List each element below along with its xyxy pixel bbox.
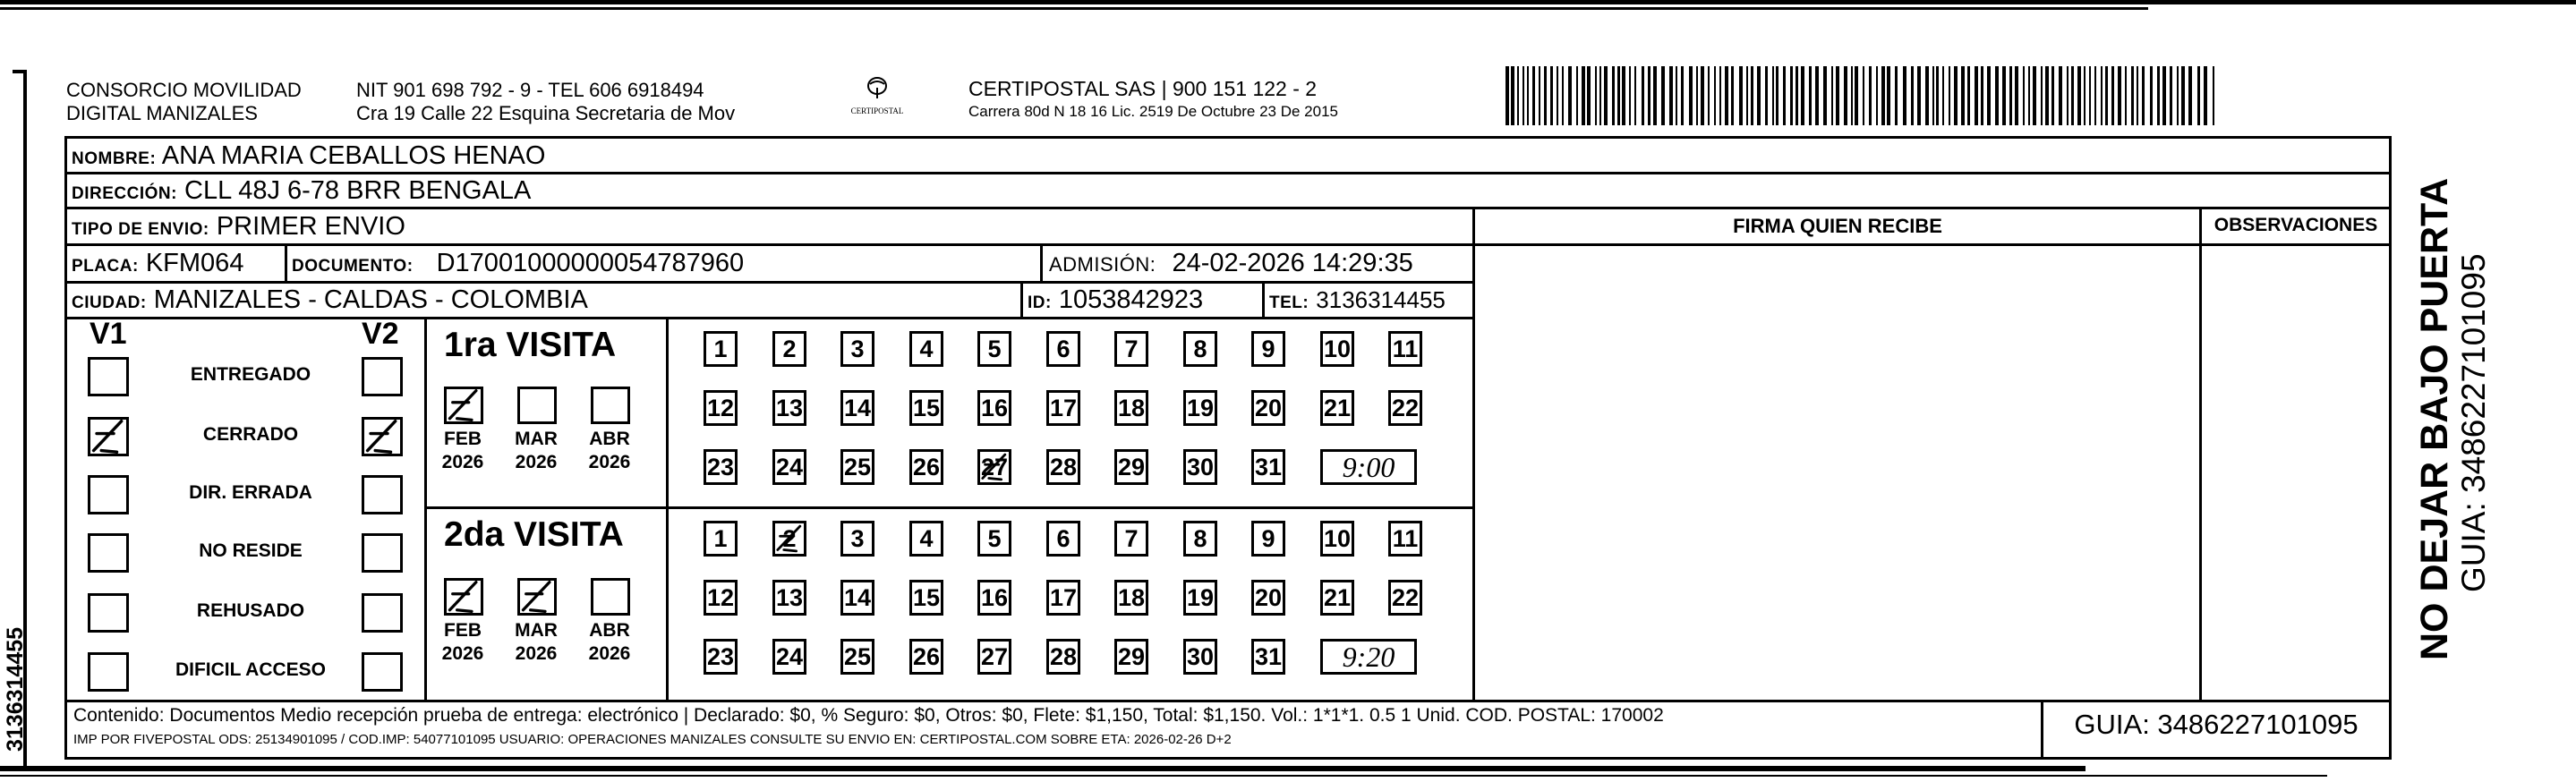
status-label: CERRADO (202, 424, 299, 445)
day-box[interactable]: 18 (1114, 390, 1148, 426)
barcode-bar (1708, 66, 1710, 125)
barcode-bar (1617, 66, 1620, 125)
barcode-bar (1576, 66, 1578, 125)
barcode-bar (1772, 66, 1774, 125)
barcode-bar (1587, 66, 1591, 125)
barcode-bar (2045, 66, 2049, 125)
barcode-bar (2142, 66, 2145, 125)
barcode-bar (2059, 66, 2062, 125)
day-box[interactable]: 19 (1183, 580, 1217, 616)
month-year: 2026 (588, 643, 631, 664)
month-name: MAR (515, 620, 558, 641)
day-box[interactable]: 7 (1114, 521, 1148, 557)
barcode-bar (1967, 66, 1970, 125)
barcode-bar (1696, 66, 1698, 125)
admision-label: ADMISIÓN: (1049, 253, 1156, 276)
day-box[interactable]: 24 (772, 449, 806, 485)
placa-label: PLACA: (72, 257, 139, 276)
status-divider (424, 317, 427, 701)
barcode-bar (1995, 66, 1999, 125)
barcode-bar (1881, 66, 1885, 125)
barcode-bar (1954, 66, 1958, 125)
day-box[interactable]: 2 (772, 521, 806, 557)
nombre-label: NOMBRE: (72, 149, 157, 168)
day-box[interactable]: 4 (909, 521, 943, 557)
day-box[interactable]: 26 (909, 639, 943, 675)
barcode-bar (1595, 66, 1597, 125)
barcode-bar (2094, 66, 2096, 125)
v1-checkbox[interactable] (88, 593, 129, 633)
day-box[interactable]: 30 (1183, 449, 1217, 485)
barcode-bar (1887, 66, 1890, 125)
month-label (505, 428, 567, 474)
barcode-bar (1942, 66, 1944, 125)
barcode-bar (1895, 66, 1898, 125)
v1-checkbox[interactable] (88, 357, 129, 396)
barcode-bar (1836, 66, 1839, 125)
barcode-bar (1932, 66, 1934, 125)
placa-value: KFM064 (145, 249, 244, 277)
barcode-bar (1765, 66, 1768, 125)
carrier-logo-icon (859, 75, 895, 102)
barcode-bar (2213, 66, 2214, 125)
tipo-row (72, 211, 405, 245)
carrier-logo (850, 75, 904, 125)
barcode-bar (1863, 66, 1864, 125)
barcode-bar (1809, 66, 1812, 125)
month-name: ABR (589, 620, 630, 641)
top-rule-short (0, 7, 2148, 10)
visit2-title: 2da VISITA (444, 515, 624, 554)
barcode-bar (1949, 66, 1950, 125)
month-label (431, 428, 494, 474)
visit-time-box[interactable]: 9:20 (1320, 639, 1417, 675)
v2-checkbox[interactable] (362, 357, 403, 396)
barcode-bar (1981, 66, 1983, 125)
day-box[interactable]: 11 (1388, 331, 1422, 367)
observaciones-area[interactable] (2202, 246, 2388, 700)
month-checkbox[interactable] (444, 387, 483, 424)
barcode-bar (2033, 66, 2036, 125)
ciudad-cell (72, 285, 588, 319)
barcode-bar (1539, 66, 1540, 125)
barcode-bar (1523, 66, 1524, 125)
visit-time-box[interactable]: 9:00 (1320, 449, 1417, 485)
day-box[interactable]: 31 (1251, 449, 1285, 485)
footer-contenido: Contenido: Documentos Medio recepción prueba de entrega: electrónico | Declarado: $0, % Seguro: $0, Otros: $0, Flete: $1,150, Total: $1,150. Vol.: 1*1*1. 0.5 1 Unid. COD. POSTAL: 170002 (73, 705, 1664, 726)
firma-quien-recibe-label: FIRMA QUIEN RECIBE (1733, 215, 1942, 237)
barcode-bar (1511, 66, 1514, 125)
v1-checkbox[interactable] (88, 533, 129, 573)
day-box[interactable]: 13 (772, 580, 806, 616)
left-phone-vertical: 3136314455 (3, 626, 28, 752)
barcode-bar (2101, 66, 2103, 125)
status-label: REHUSADO (196, 600, 305, 621)
direccion-label: DIRECCIÓN: (72, 184, 177, 203)
barcode-bar (1544, 66, 1547, 125)
side-guia: GUIA: 3486227101095 (2455, 253, 2492, 592)
barcode-bar (1987, 66, 1991, 125)
month-year: 2026 (441, 452, 484, 472)
tipo-label: TIPO DE ENVIO: (72, 220, 209, 239)
tel-divider (1262, 281, 1265, 319)
carrier-address: Carrera 80d N 18 16 Lic. 2519 De Octubre 23 De 2015 (968, 103, 1338, 120)
documento-value: D17001000000054787960 (436, 249, 745, 277)
day-box[interactable]: 20 (1251, 580, 1285, 616)
observaciones-label: OBSERVACIONES (2213, 215, 2378, 235)
address-line: Cra 19 Calle 22 Esquina Secretaria de Mov (356, 102, 736, 124)
barcode-bar (2041, 66, 2043, 125)
day-box[interactable]: 12 (704, 580, 738, 616)
documento-label: DOCUMENTO: (292, 257, 414, 276)
barcode (1506, 66, 2222, 127)
month-label (578, 428, 641, 474)
day-box[interactable]: 21 (1320, 580, 1354, 616)
barcode-bar (1714, 66, 1716, 125)
day-box[interactable]: 18 (1114, 580, 1148, 616)
day-box[interactable]: 1 (704, 521, 738, 557)
day-box[interactable]: 14 (840, 390, 874, 426)
status-label: DIFICIL ACCESO (175, 659, 326, 680)
barcode-bar (1719, 66, 1721, 125)
barcode-bar (2089, 66, 2091, 125)
handwritten-check-mark (775, 523, 804, 554)
day-box[interactable]: 19 (1183, 390, 1217, 426)
month-checkbox[interactable] (517, 578, 557, 616)
barcode-bar (1925, 66, 1929, 125)
barcode-bar (1851, 66, 1853, 125)
consortium-line2: DIGITAL MANIZALES (66, 102, 258, 124)
footer-imp: IMP POR FIVEPOSTAL ODS: 25134901095 / COD.IMP: 54077101095 USUARIO: OPERACIONES MANIZALES CONSULTE SU ENVIO EN: CERTIPOSTAL.COM SOBRE ETA: 2026-02-26 D+2 (73, 732, 1232, 747)
consortium-line1: CONSORCIO MOVILIDAD (66, 79, 302, 101)
day-box[interactable]: 28 (1046, 639, 1080, 675)
barcode-bar (1648, 66, 1651, 125)
day-box[interactable]: 3 (840, 331, 874, 367)
barcode-bar (2177, 66, 2179, 125)
barcode-bar (2071, 66, 2074, 125)
month-year: 2026 (588, 452, 631, 472)
v1-checkbox[interactable] (88, 417, 129, 456)
day-box[interactable]: 27 (977, 639, 1011, 675)
id-cell (1028, 285, 1203, 319)
barcode-bar (1751, 66, 1753, 125)
barcode-bar (1917, 66, 1921, 125)
barcode-bar (1757, 66, 1761, 125)
day-box[interactable]: 2 (772, 331, 806, 367)
barcode-bar (2137, 66, 2138, 125)
barcode-bar (1568, 66, 1572, 125)
footer-guia: GUIA: 3486227101095 (2074, 709, 2358, 740)
day-box[interactable]: 20 (1251, 390, 1285, 426)
month-label (431, 619, 494, 666)
barcode-bar (1599, 66, 1601, 125)
barcode-bar (1855, 66, 1858, 125)
barcode-bar (1911, 66, 1914, 125)
day-box[interactable]: 8 (1183, 521, 1217, 557)
day-box[interactable]: 6 (1046, 521, 1080, 557)
barcode-bar (2170, 66, 2172, 125)
tel-value: 3136314455 (1316, 286, 1446, 313)
day-box[interactable]: 16 (977, 580, 1011, 616)
barcode-bar (1903, 66, 1906, 125)
barcode-bar (1869, 66, 1872, 125)
barcode-bar (2150, 66, 2153, 125)
barcode-bar (1823, 66, 1827, 125)
barcode-bar (2181, 66, 2185, 125)
barcode-bar (1517, 66, 1519, 125)
barcode-bar (2188, 66, 2192, 125)
barcode-bar (2067, 66, 2068, 125)
barcode-bar (2084, 66, 2086, 125)
barcode-bar (2118, 66, 2121, 125)
barcode-bar (1612, 66, 1615, 125)
carrier-info (968, 77, 1338, 123)
form-left-edge (64, 136, 67, 759)
barcode-bar (2015, 66, 2018, 125)
top-rule (0, 0, 2576, 4)
day-box[interactable]: 21 (1320, 390, 1354, 426)
day-box[interactable]: 13 (772, 390, 806, 426)
barcode-bar (1629, 66, 1631, 125)
day-box[interactable]: 28 (1046, 449, 1080, 485)
carrier-line: CERTIPOSTAL SAS | 900 151 122 - 2 (968, 77, 1318, 100)
admision-cell (1049, 248, 1413, 280)
visit-divider (424, 506, 1474, 509)
barcode-bar (1681, 66, 1684, 125)
direccion-row (72, 175, 531, 209)
day-box[interactable]: 14 (840, 580, 874, 616)
barcode-bar (1527, 66, 1529, 125)
day-box[interactable]: 24 (772, 639, 806, 675)
barcode-bar (2111, 66, 2114, 125)
day-box[interactable]: 10 (1320, 521, 1354, 557)
barcode-bar (1669, 66, 1673, 125)
month-label (578, 619, 641, 666)
day-box[interactable]: 1 (704, 331, 738, 367)
barcode-bar (1642, 66, 1644, 125)
days-divider (666, 317, 669, 701)
id-value: 1053842923 (1058, 285, 1204, 314)
v2-header: V2 (362, 317, 399, 351)
v2-checkbox[interactable] (362, 593, 403, 633)
day-box[interactable]: 15 (909, 390, 943, 426)
day-box[interactable]: 22 (1388, 580, 1422, 616)
admision-divider (1040, 243, 1043, 282)
v2-checkbox[interactable] (362, 652, 403, 692)
v2-checkbox[interactable] (362, 533, 403, 573)
barcode-bar (2051, 66, 2054, 125)
tel-label: TEL: (1269, 293, 1309, 312)
nombre-value: ANA MARIA CEBALLOS HENAO (161, 141, 546, 170)
admision-value: 24-02-2026 14:29:35 (1172, 249, 1413, 277)
day-box[interactable]: 30 (1183, 639, 1217, 675)
barcode-bar (2009, 66, 2012, 125)
day-box[interactable]: 26 (909, 449, 943, 485)
barcode-bar (1661, 66, 1665, 125)
day-box[interactable]: 7 (1114, 331, 1148, 367)
month-checkbox[interactable] (517, 387, 557, 424)
tel-cell (1269, 285, 1446, 319)
signature-area[interactable] (1475, 246, 2198, 700)
barcode-bar (1801, 66, 1804, 125)
visit1-title: 1ra VISITA (444, 326, 617, 364)
v2-checkbox[interactable] (362, 417, 403, 456)
barcode-bar (1815, 66, 1819, 125)
handwritten-check-mark (520, 581, 554, 613)
barcode-bar (1506, 66, 1509, 125)
handwritten-check-mark (447, 389, 481, 421)
barcode-bar (1776, 66, 1778, 125)
barcode-bar (2197, 66, 2200, 125)
day-box[interactable]: 6 (1046, 331, 1080, 367)
day-box[interactable]: 10 (1320, 331, 1354, 367)
status-label: ENTREGADO (190, 364, 311, 385)
day-box[interactable]: 5 (977, 331, 1011, 367)
barcode-bar (1582, 66, 1585, 125)
barcode-bar (1961, 66, 1965, 125)
placa-cell (72, 248, 243, 282)
day-box[interactable]: 29 (1114, 639, 1148, 675)
day-box[interactable]: 17 (1046, 390, 1080, 426)
barcode-bar (1831, 66, 1833, 125)
handwritten-check-mark (980, 452, 1009, 482)
barcode-bar (2125, 66, 2127, 125)
barcode-bar (2204, 66, 2207, 125)
month-year: 2026 (515, 452, 558, 472)
nit-line: NIT 901 698 792 - 9 - TEL 606 6918494 (356, 79, 704, 101)
barcode-bar (1796, 66, 1798, 125)
handwritten-check-mark (447, 581, 481, 613)
id-label: ID: (1028, 293, 1052, 312)
month-name: FEB (444, 429, 482, 449)
placa-divider (285, 243, 287, 282)
handwritten-check-mark (90, 420, 126, 454)
barcode-bar (1701, 66, 1704, 125)
consortium-contact (356, 79, 735, 125)
barcode-bar (2157, 66, 2160, 125)
barcode-bar (1653, 66, 1657, 125)
barcode-bar (2077, 66, 2081, 125)
month-checkbox[interactable] (591, 387, 630, 424)
barcode-bar (1731, 66, 1734, 125)
barcode-bar (1739, 66, 1743, 125)
barcode-bar (1676, 66, 1677, 125)
month-name: ABR (589, 429, 630, 449)
handwritten-check-mark (364, 420, 400, 454)
day-box[interactable]: 11 (1388, 521, 1422, 557)
day-box[interactable]: 25 (840, 639, 874, 675)
day-box[interactable]: 27 (977, 449, 1011, 485)
month-checkbox[interactable] (444, 578, 483, 616)
barcode-bar (1876, 66, 1878, 125)
ciudad-value: MANIZALES - CALDAS - COLOMBIA (153, 285, 588, 314)
day-box[interactable]: 23 (704, 639, 738, 675)
left-bracket-tick (13, 70, 27, 73)
month-checkbox[interactable] (591, 578, 630, 616)
barcode-bar (2028, 66, 2030, 125)
barcode-bar (1634, 66, 1636, 125)
month-name: MAR (515, 429, 558, 449)
barcode-bar (1532, 66, 1535, 125)
barcode-bar (2002, 66, 2006, 125)
barcode-bar (1790, 66, 1793, 125)
barcode-bar (2023, 66, 2025, 125)
barcode-bar (1936, 66, 1939, 125)
no-dejar-bajo-puerta: NO DEJAR BAJO PUERTA (2413, 177, 2456, 660)
day-box[interactable]: 12 (704, 390, 738, 426)
bottom-rule (0, 766, 2086, 771)
form-rule-top (64, 136, 2392, 139)
ciudad-label: CIUDAD: (72, 293, 147, 312)
v1-checkbox[interactable] (88, 475, 129, 514)
direccion-value: CLL 48J 6-78 BRR BENGALA (184, 176, 532, 205)
status-label: DIR. ERRADA (189, 482, 312, 503)
day-box[interactable]: 31 (1251, 639, 1285, 675)
day-box[interactable]: 29 (1114, 449, 1148, 485)
consortium-name (66, 79, 302, 125)
bottom-rule-thin (0, 775, 2327, 777)
barcode-bar (1783, 66, 1786, 125)
barcode-bar (2162, 66, 2166, 125)
day-box[interactable]: 15 (909, 580, 943, 616)
status-label: NO RESIDE (199, 540, 303, 561)
month-year: 2026 (441, 643, 484, 664)
barcode-bar (2105, 66, 2108, 125)
month-name: FEB (444, 620, 482, 641)
id-divider (1020, 281, 1023, 319)
day-box[interactable]: 23 (704, 449, 738, 485)
barcode-bar (1725, 66, 1728, 125)
barcode-bar (1975, 66, 1978, 125)
barcode-bar (1604, 66, 1608, 125)
day-box[interactable]: 4 (909, 331, 943, 367)
day-box[interactable]: 9 (1251, 331, 1285, 367)
documento-cell (292, 248, 744, 282)
barcode-bar (1844, 66, 1847, 125)
month-year: 2026 (515, 643, 558, 664)
barcode-bar (1746, 66, 1748, 125)
v1-checkbox[interactable] (88, 652, 129, 692)
day-box[interactable]: 16 (977, 390, 1011, 426)
v2-checkbox[interactable] (362, 475, 403, 514)
barcode-bar (1562, 66, 1564, 125)
day-box[interactable]: 9 (1251, 521, 1285, 557)
month-label (505, 619, 567, 666)
barcode-bar (1557, 66, 1558, 125)
carrier-logo-text: CERTIPOSTAL (850, 106, 904, 115)
barcode-bar (1622, 66, 1625, 125)
day-box[interactable]: 25 (840, 449, 874, 485)
day-box[interactable]: 17 (1046, 580, 1080, 616)
day-box[interactable]: 22 (1388, 390, 1422, 426)
barcode-bar (2131, 66, 2134, 125)
day-box[interactable]: 5 (977, 521, 1011, 557)
day-box[interactable]: 3 (840, 521, 874, 557)
nombre-row (72, 140, 545, 174)
day-box[interactable]: 8 (1183, 331, 1217, 367)
tipo-value: PRIMER ENVIO (216, 212, 405, 241)
barcode-bar (1550, 66, 1553, 125)
v1-header: V1 (90, 317, 127, 351)
barcode-bar (1689, 66, 1693, 125)
